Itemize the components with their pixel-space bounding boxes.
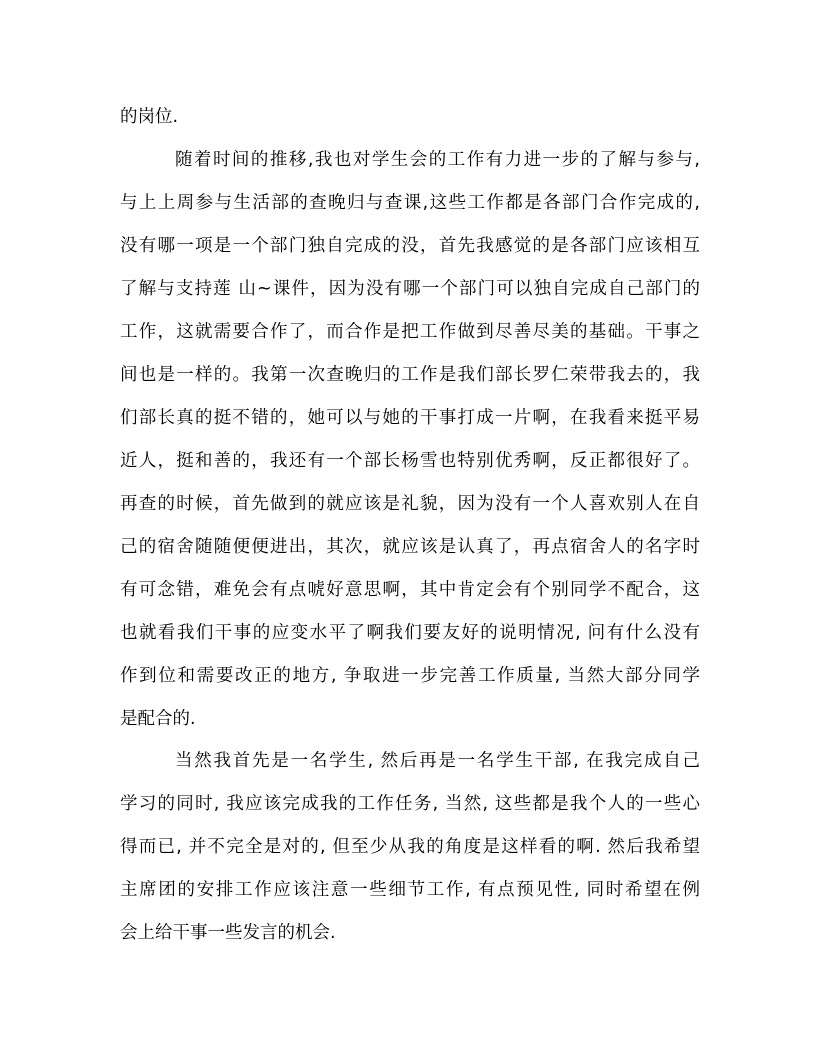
text-line: 会上给干事一些发言的机会. [120,923,336,943]
text-line: 主席团的安排工作应该注意一些细节工作, 有点预见性, 同时希望在例 [120,880,700,900]
text-line: 也就看我们干事的应变水平了啊我们要友好的说明情况, 问有什么没有 [120,623,700,643]
text-line: 的岗位. [120,107,179,127]
text-line: 间也是一样的。我第一次查晚归的工作是我们部长罗仁荣带我去的，我 [120,365,700,385]
paragraph-start-line: 随着时间的推移,我也对学生会的工作有力进一步的了解与参与, [175,150,700,170]
text-line: 近人，挺和善的，我还有一个部长杨雪也特别优秀啊，反正都很好了。 [120,451,700,471]
text-line: 再查的时候，首先做到的就应该是礼貌，因为没有一个人喜欢别人在自 [120,494,700,514]
paragraph-start-line: 当然我首先是一名学生, 然后再是一名学生干部, 在我完成自己 [175,751,700,771]
text-line: 学习的同时, 我应该完成我的工作任务, 当然, 这些都是我个人的一些心 [120,794,700,814]
text-line: 工作，这就需要合作了，而合作是把工作做到尽善尽美的基础。干事之 [120,322,700,342]
text-line: 有可念错，难免会有点唬好意思啊，其中肯定会有个别同学不配合，这 [120,580,700,600]
text-line: 得而已, 并不完全是对的, 但至少从我的角度是这样看的啊. 然后我希望 [120,837,700,857]
text-line: 是配合的. [120,709,196,729]
text-line: 没有哪一项是一个部门独自完成的没，首先我感觉的是各部门应该相互 [120,236,700,256]
text-line: 与上上周参与生活部的查晚归与查课,这些工作都是各部门合作完成的, [120,193,700,213]
text-line: 己的宿舍随随便便进出，其次，就应该是认真了，再点宿舍人的名字时 [120,537,700,557]
text-line: 们部长真的挺不错的，她可以与她的干事打成一片啊，在我看来挺平易 [120,408,700,428]
text-line: 了解与支持莲 山~课件，因为没有哪一个部门可以独自完成自己部门的 [120,279,700,299]
text-line: 作到位和需要改正的地方, 争取进一步完善工作质量, 当然大部分同学 [120,666,700,686]
